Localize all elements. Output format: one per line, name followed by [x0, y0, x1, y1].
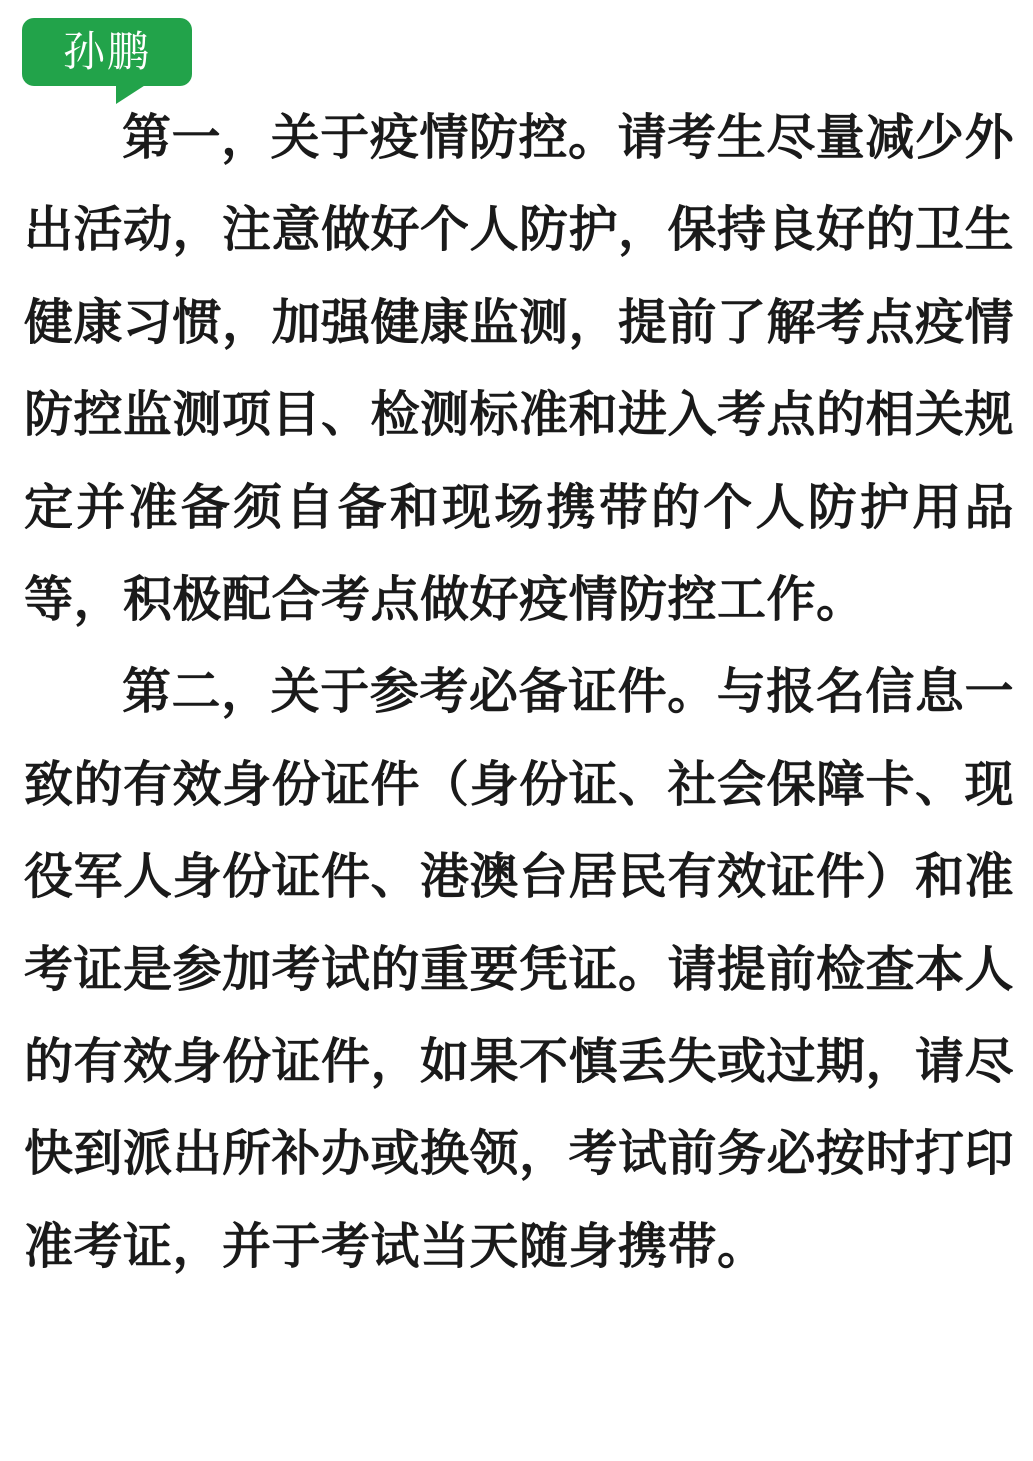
speaker-name: 孙鹏 — [62, 27, 151, 76]
article-body — [24, 92, 1014, 1293]
paragraph-required-documents: 第二，关于参考必备证件。与报名信息一致的有效身份证件（身份证、社会保障卡、现役军人身份证件、港澳台居民有效证件）和准考证是参加考试的重要凭证。请提前检查本人的有效身份证件，如果不慎丢失或过期，请尽快到派出所补办或换领，考试前务必按时打印准考证，并于考试当天随身携带。 — [24, 663, 1015, 1275]
speaker-tag — [22, 18, 192, 86]
paragraph-epidemic-prevention: 第一，关于疫情防控。请考生尽量减少外出活动，注意做好个人防护，保持良好的卫生健康习惯，加强健康监测，提前了解考点疫情防控监测项目、检测标准和进入考点的相关规定并准备须自备和现场携带的个人防护用品等，积极配合考点做好疫情防控工作。 — [24, 109, 1015, 629]
